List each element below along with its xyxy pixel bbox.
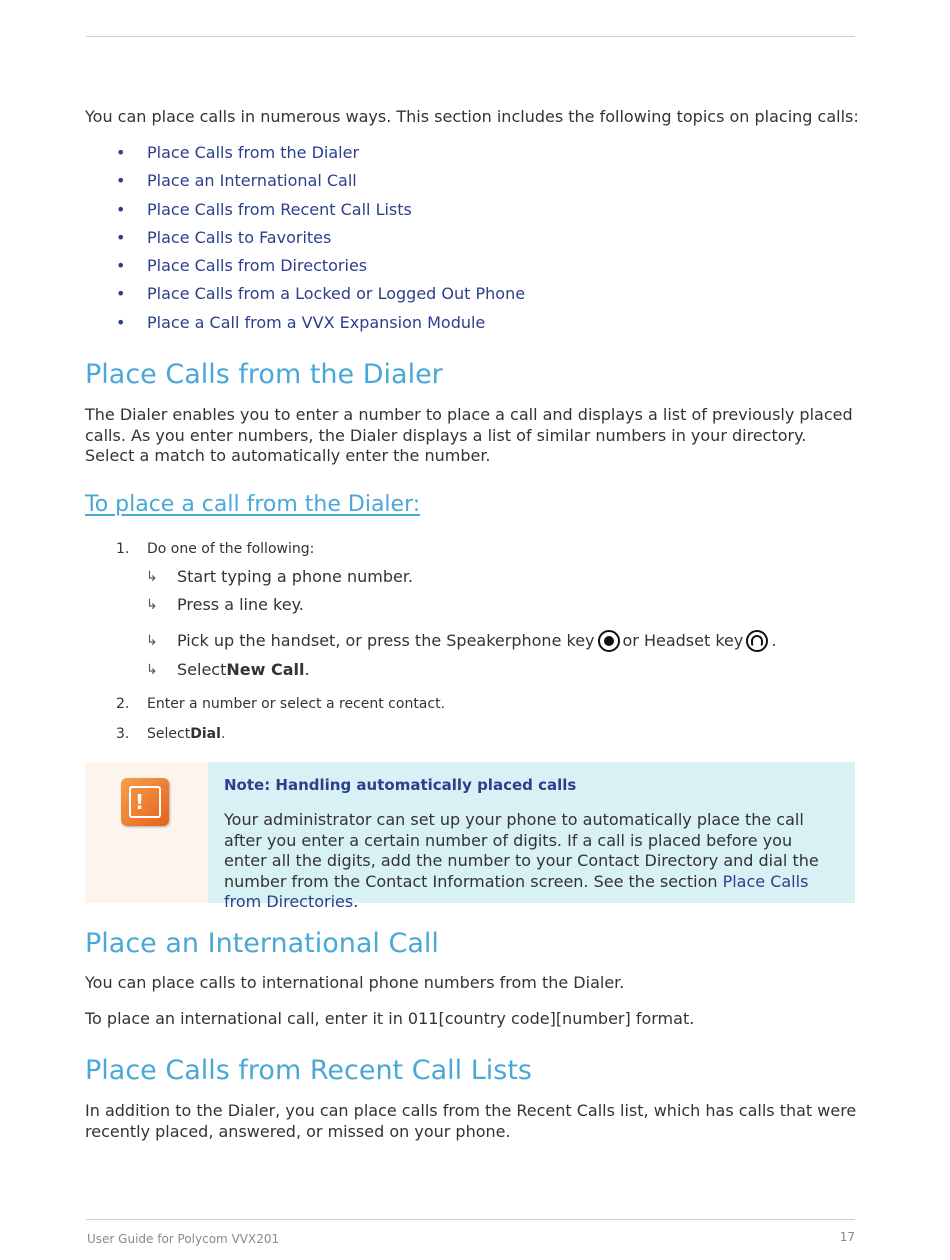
heading-international: Place an International Call [85, 928, 439, 959]
topic-list [116, 142, 525, 340]
toc-link-expansion[interactable]: Place a Call from a VVX Expansion Module [147, 312, 486, 332]
bullet-icon: • [116, 256, 126, 276]
toc-link-locked[interactable]: Place Calls from a Locked or Logged Out Phone [147, 284, 526, 304]
step-1 [116, 539, 314, 559]
note-box [85, 762, 855, 911]
substep-new-call [146, 659, 310, 681]
bullet-icon: • [116, 312, 126, 332]
procedure-heading: To place a call from the Dialer: [85, 492, 421, 517]
step-number: 3. [116, 726, 130, 742]
speakerphone-key-icon [598, 630, 620, 652]
list-item [116, 170, 525, 198]
step-text: Enter a number or select a recent contact. [147, 696, 446, 712]
bullet-icon: • [116, 199, 126, 219]
page-number: 17 [839, 1230, 855, 1244]
international-p2: To place an international call, enter it in 011[country code][number] format. [85, 1009, 695, 1028]
substep-text: . [304, 660, 310, 679]
intro-text: You can place calls in numerous ways. This section includes the following topics on placing calls: [85, 107, 859, 126]
dial-label: Dial [190, 726, 221, 742]
new-call-label: New Call [226, 660, 305, 679]
bullet-icon: • [116, 227, 126, 247]
toc-link-recent[interactable]: Place Calls from Recent Call Lists [147, 199, 412, 219]
arrow-icon: ↳ [146, 597, 158, 613]
substep-text: or Headset key [622, 631, 744, 650]
step-text: Select [147, 726, 191, 742]
international-p1: You can place calls to international phone numbers from the Dialer. [85, 973, 625, 992]
substep-text: Press a line key. [177, 595, 304, 614]
toc-link-international[interactable]: Place an International Call [147, 171, 357, 191]
note-link-directories[interactable]: Place Calls from Directories [224, 871, 809, 911]
recent-paragraph: In addition to the Dialer, you can place calls from the Recent Calls list, which has calls that were recently placed, answered, or missed on your phone. [85, 1101, 857, 1141]
substep-text: Pick up the handset, or press the Speakerphone key [177, 631, 595, 650]
arrow-icon: ↳ [146, 633, 158, 649]
arrow-icon: ↳ [146, 662, 158, 678]
step-3 [116, 724, 225, 744]
bullet-icon: • [116, 171, 126, 191]
arrow-icon: ↳ [146, 569, 158, 585]
bullet-icon: • [116, 143, 126, 162]
note-icon [121, 778, 169, 826]
substep-typing [146, 566, 413, 588]
step-text: . [220, 726, 226, 742]
list-item [116, 142, 525, 170]
step-text: Do one of the following: [147, 541, 315, 557]
header-rule [86, 36, 855, 37]
substep-handset [146, 630, 776, 652]
toc-link-dialer[interactable]: Place Calls from the Dialer [147, 143, 360, 162]
step-number: 1. [116, 541, 130, 557]
heading-recent: Place Calls from Recent Call Lists [85, 1055, 532, 1086]
step-number: 2. [116, 696, 130, 712]
list-item [116, 199, 525, 227]
substep-line-key [146, 594, 304, 616]
exclamation-pencil-icon: ! [129, 786, 161, 818]
dialer-paragraph: The Dialer enables you to enter a number to place a call and displays a list of previously placed calls. As you enter numbers, the Dialer displays a list of similar numbers in your directory. Select a match to automatically enter the number. [85, 405, 853, 465]
substep-text: Select [177, 660, 227, 679]
toc-link-favorites[interactable]: Place Calls to Favorites [147, 227, 332, 247]
list-item [116, 312, 525, 340]
heading-dialer: Place Calls from the Dialer [85, 359, 443, 390]
headset-key-icon [746, 630, 768, 652]
substep-text: . [771, 631, 777, 650]
footer-title: User Guide for Polycom VVX201 [87, 1232, 280, 1246]
toc-link-directories[interactable]: Place Calls from Directories [147, 256, 368, 276]
list-item [116, 283, 525, 311]
footer-rule [86, 1219, 855, 1220]
note-text-body: Your administrator can set up your phone to automatically place the call after you enter a certain number of digits. If a call is placed before you enter all the digits, add the number to your Contact Directory and dial the number from the Contact Information screen. See the section [224, 810, 819, 891]
note-title: Note: Handling automatically placed calls [224, 776, 577, 794]
note-text [224, 810, 839, 913]
list-item [116, 227, 525, 255]
bullet-icon: • [116, 284, 126, 304]
substep-text: Start typing a phone number. [177, 567, 414, 586]
step-2 [116, 694, 445, 714]
note-sidebar [85, 762, 208, 903]
list-item [116, 255, 525, 283]
note-body [208, 762, 855, 911]
note-text-end: . [353, 892, 359, 911]
